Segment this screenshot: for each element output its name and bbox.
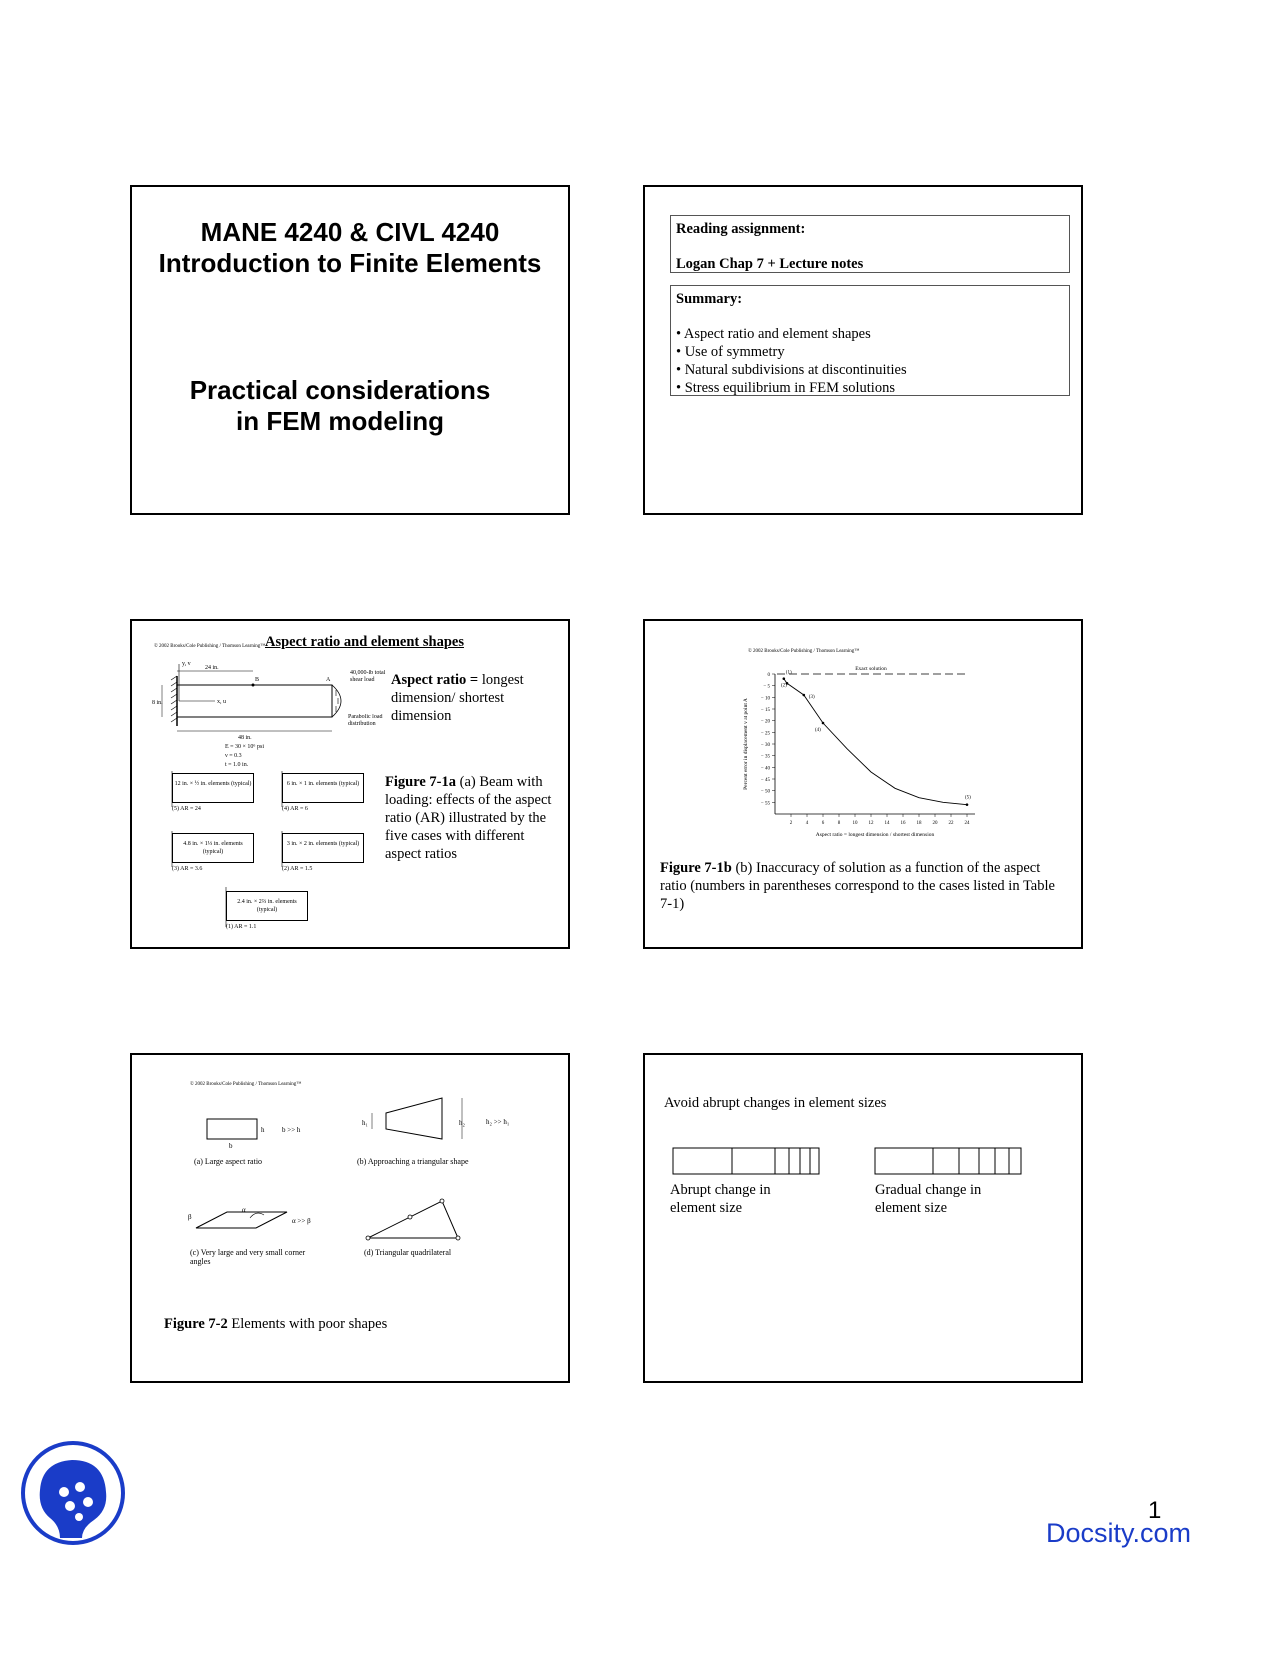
y-tick-label: − 50 (760, 789, 770, 795)
data-point-label: (4) (815, 728, 821, 733)
summary-item: • Use of symmetry (676, 344, 785, 360)
prop-nu: ν = 0.3 (225, 753, 242, 759)
reading-heading: Reading assignment: (676, 221, 806, 237)
dim-24: 24 in. (205, 665, 219, 671)
x-tick-label: 18 (916, 821, 922, 826)
case-ar: (5) AR = 24 (172, 806, 201, 812)
definition-bold: Aspect ratio = (391, 672, 479, 688)
figure-label: Figure 7-2 (164, 1316, 228, 1332)
y-tick-label: − 20 (760, 719, 770, 725)
x-tick-label: 10 (852, 821, 858, 826)
slide-2-reading (643, 185, 1083, 515)
error-chart (735, 656, 995, 841)
y-tick-label: − 45 (760, 778, 770, 783)
data-point (803, 694, 806, 697)
course-title (132, 217, 568, 279)
slide-5-poor-shapes (130, 1053, 570, 1383)
x-tick-label: 6 (821, 821, 825, 826)
case-elements: 2.4 in. × 2⅔ in. elements (typical) (226, 891, 308, 921)
figure-label: Figure 7-1b (660, 860, 732, 876)
svg-text:β: β (188, 1213, 192, 1221)
reading-box (670, 215, 1070, 273)
shape-caption-b: (b) Approaching a triangular shape (357, 1157, 469, 1166)
docsity-brand[interactable] (1046, 1518, 1191, 1549)
x-tick-label: 22 (948, 821, 954, 826)
x-axis-label: Aspect ratio = longest dimension / shortest dimension (815, 832, 935, 838)
slide-heading: Avoid abrupt changes in element sizes (664, 1095, 887, 1111)
topic-line1: Practical considerations (189, 375, 491, 405)
svg-text:α: α (242, 1206, 246, 1214)
y-tick-label: − 55 (760, 801, 770, 807)
relation-b: h₂ >> h₁ (486, 1118, 510, 1126)
svg-text:h₁: h₁ (362, 1119, 368, 1127)
data-point-label: (1) (785, 670, 792, 676)
reading-text: Logan Chap 7 + Lecture notes (676, 256, 864, 272)
load-label: 40,000-lb total shear load (350, 670, 386, 683)
figure-label: Figure 7-1a (385, 774, 457, 790)
exact-solution-label: Exact solution (855, 666, 887, 672)
slide-heading: Aspect ratio and element shapes (265, 634, 464, 650)
dim-8: 8 in. (152, 700, 163, 706)
x-tick-label: 4 (805, 821, 809, 826)
figure-caption (385, 773, 561, 863)
axis-y-label: y, v (182, 661, 191, 667)
x-tick-label: 20 (932, 821, 938, 826)
y-tick-label: 0 (767, 673, 770, 678)
copyright-note: © 2002 Brooks/Cole Publishing / Thomson Learning™ (748, 649, 860, 654)
page-number: 1 (1148, 1497, 1162, 1524)
data-point (783, 677, 786, 680)
brand-name: Docsity (1046, 1518, 1133, 1548)
brand-suffix: .com (1132, 1518, 1192, 1548)
point-b: B (255, 677, 260, 683)
x-tick-label: 16 (900, 821, 906, 826)
gradual-caption: Gradual change in element size (875, 1182, 982, 1216)
y-tick-label: − 35 (760, 754, 770, 760)
figure-caption-text: (a) Beam with loading: effects of the aspect ratio (AR) illustrated by the five cases with different aspect ratios (385, 774, 552, 862)
figure-caption (660, 859, 1060, 913)
summary-box (670, 285, 1070, 396)
y-tick-label: − 25 (760, 731, 770, 737)
svg-text:b: b (229, 1142, 233, 1150)
case-ar: (2) AR = 1.5 (282, 866, 313, 872)
dim-48: 48 in. (238, 735, 252, 741)
point-a: A (326, 677, 331, 683)
shape-caption-a: (a) Large aspect ratio (194, 1157, 263, 1166)
parabolic-label: Parabolic load distribution (348, 714, 383, 727)
y-tick-label: − 30 (760, 743, 770, 748)
y-tick-label: − 10 (760, 696, 770, 702)
data-point (966, 803, 969, 806)
y-axis-label: Percent error in displacement v at point A (743, 698, 749, 790)
mesh-size-diagrams (645, 1055, 1085, 1195)
x-tick-label: 14 (884, 821, 890, 826)
summary-heading: Summary: (676, 291, 743, 307)
case-elements: 4.8 in. × 1⅓ in. elements (typical) (172, 833, 254, 863)
course-title-line1: MANE 4240 & CIVL 4240 (200, 217, 500, 247)
figure-caption-text: Elements with poor shapes (227, 1316, 388, 1332)
x-tick-label: 12 (868, 821, 874, 826)
case-elements: 12 in. × ½ in. elements (typical) (172, 773, 254, 803)
copyright-note: © 2002 Brooks/Cole Publishing / Thomson Learning™ (190, 1082, 302, 1087)
copyright-note: © 2002 Brooks/Cole Publishing / Thomson Learning™ (154, 644, 266, 649)
svg-text:h₂: h₂ (459, 1119, 465, 1127)
data-point (822, 722, 825, 725)
prop-t: t = 1.0 in. (225, 762, 249, 768)
prop-e: E = 30 × 10⁶ psi (225, 744, 265, 750)
svg-text:h: h (261, 1126, 265, 1134)
slide-4-error-chart (643, 619, 1083, 949)
topic-line2: in FEM modeling (236, 406, 444, 436)
slide-1-title (130, 185, 570, 515)
summary-item: • Aspect ratio and element shapes (676, 326, 871, 342)
x-tick-label: 8 (837, 821, 841, 826)
figure-caption-text: (b) Inaccuracy of solution as a function of the aspect ratio (numbers in parentheses correspond to the cases listed in Table 7-1) (660, 860, 1055, 912)
data-point-label: (3) (808, 695, 815, 700)
relation-a: b >> h (282, 1126, 301, 1134)
case-ar: (4) AR = 6 (282, 806, 308, 812)
y-tick-label: − 5 (763, 684, 770, 690)
case-ar: (3) AR = 3.6 (172, 866, 203, 872)
summary-list (676, 325, 1064, 397)
shape-caption-c: (c) Very large and very small corner angles (190, 1248, 306, 1266)
y-tick-label: − 15 (760, 708, 770, 713)
case-elements: 6 in. × 1 in. elements (typical) (282, 773, 364, 803)
docsity-logo-icon (20, 1440, 126, 1546)
axis-x-label: x, u (217, 699, 226, 705)
y-tick-label: − 40 (760, 766, 770, 772)
definition-text: longest dimension/ shortest dimension (391, 672, 524, 724)
summary-item: • Natural subdivisions at discontinuities (676, 362, 907, 378)
summary-item: • Stress equilibrium in FEM solutions (676, 380, 895, 396)
abrupt-caption: Abrupt change in element size (670, 1182, 771, 1216)
x-tick-label: 24 (964, 821, 970, 826)
relation-c: α >> β (292, 1217, 311, 1225)
data-point-label: (2) (781, 683, 787, 689)
data-point-label: (5) (965, 795, 971, 801)
case-ar: (1) AR = 1.1 (226, 924, 257, 930)
course-title-line2: Introduction to Finite Elements (158, 248, 542, 278)
x-tick-label: 2 (789, 821, 793, 826)
topic-title (112, 375, 568, 437)
slide-6-element-sizes (643, 1053, 1083, 1383)
shape-caption-d: (d) Triangular quadrilateral (364, 1248, 452, 1257)
slide-3-aspect-ratio (130, 619, 570, 949)
figure-caption (164, 1315, 544, 1334)
case-elements: 3 in. × 2 in. elements (typical) (282, 833, 364, 863)
